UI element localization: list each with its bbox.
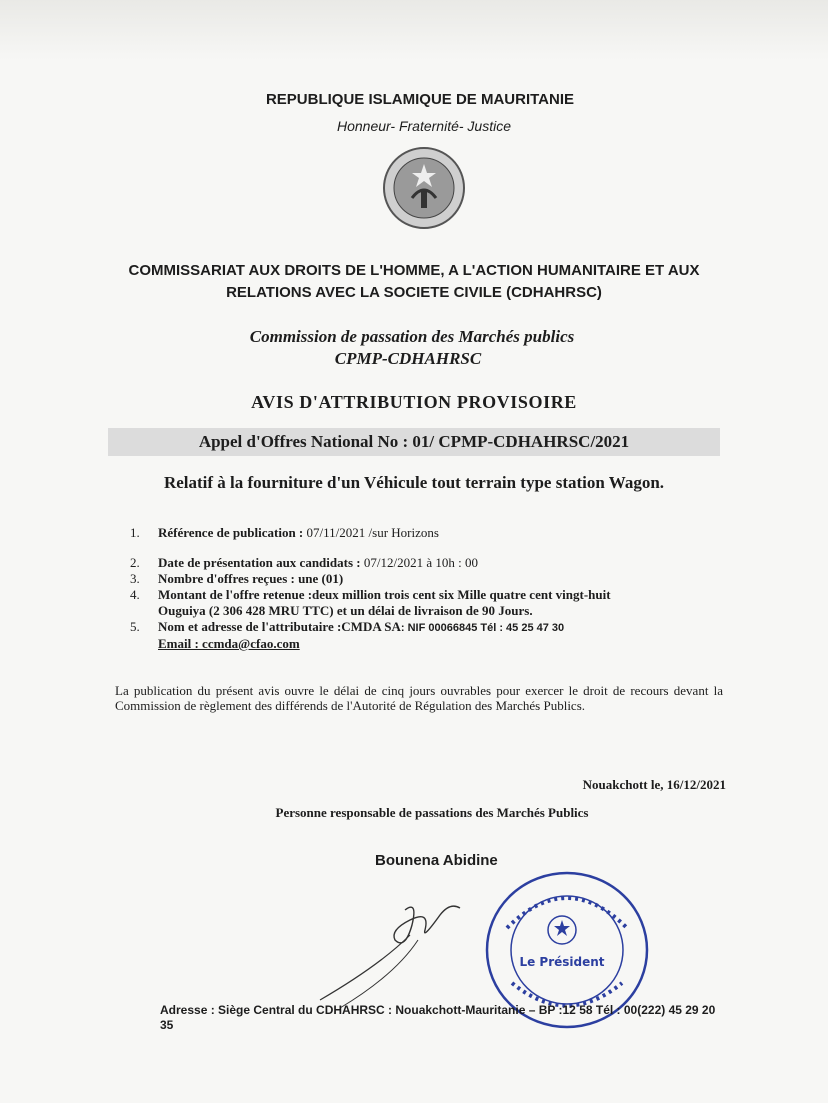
item-number: 1. <box>130 525 140 540</box>
republic-title: REPUBLIQUE ISLAMIQUE DE MAURITANIE <box>265 91 575 108</box>
list-item <box>130 571 750 587</box>
item-label: Nom et adresse de l'attributaire :CMDA SA <box>158 619 401 634</box>
email-link[interactable]: Email : ccmda@cfao.com <box>158 636 300 651</box>
scan-shadow <box>0 0 828 60</box>
list-item <box>130 525 750 541</box>
commission-line-1: Commission de passation des Marchés publics <box>249 327 575 346</box>
item-number: 3. <box>130 571 140 586</box>
footer-address: Adresse : Siège Central du CDHAHRSC : Nouakchott-Mauritanie – BP :12 58 Tél : 00(222) 45 29 20 35 <box>160 1003 716 1032</box>
signatory-name: Bounena Abidine <box>375 852 498 869</box>
item-value: 07/11/2021 /sur Horizons <box>303 525 439 540</box>
subject-line: Relatif à la fourniture d'un Véhicule tout terrain type station Wagon. <box>163 473 665 492</box>
details-list <box>130 525 750 652</box>
stamp-label: Le Président <box>519 955 605 969</box>
list-item <box>130 555 750 571</box>
commission-line-2: CPMP-CDHAHRSC <box>334 349 482 368</box>
handwritten-signature <box>300 880 500 1010</box>
appel-offres-title: Appel d'Offres National No : 01/ CPMP-CDHAHRSC/2021 <box>198 432 630 451</box>
avis-title: AVIS D'ATTRIBUTION PROVISOIRE <box>251 392 577 412</box>
item-label: Date de présentation aux candidats : <box>158 555 361 570</box>
date-line: Nouakchott le, 16/12/2021 <box>582 777 726 792</box>
commissariat-line-1: COMMISSARIAT AUX DROITS DE L'HOMME, A L'ACTION HUMANITAIRE ET AUX <box>128 262 700 279</box>
item-number: 2. <box>130 555 140 570</box>
item-label: Nombre d'offres reçues : une (01) <box>158 571 344 586</box>
national-motto: Honneur- Fraternité- Justice <box>336 118 512 134</box>
commissariat-line-2: RELATIONS AVEC LA SOCIETE CIVILE (CDHAHRSC) <box>226 284 602 301</box>
item-value: 07/12/2021 à 10h : 00 <box>360 555 478 570</box>
item-value: : NIF 00066845 Tél : 45 25 47 30 <box>400 622 565 634</box>
list-item <box>130 619 750 636</box>
item-label: Référence de publication : <box>158 525 304 540</box>
recourse-paragraph: La publication du présent avis ouvre le délai de cinq jours ouvrables pour exercer le droit de recours devant la Commission de règlement des différends de l'Autorité de Régulation des Marchés Publics. <box>115 683 723 713</box>
item-number: 4. <box>130 587 140 602</box>
item-label: Montant de l'offre retenue :deux million trois cent six Mille quatre cent vingt-huit Ouguiya (2 306 428 MRU TTC) et un délai de livraison de 90 Jours. <box>158 587 611 618</box>
responsible-title: Personne responsable de passations des Marchés Publics <box>275 805 589 820</box>
national-emblem-icon <box>382 146 466 230</box>
list-item <box>130 587 638 619</box>
item-number: 5. <box>130 619 140 634</box>
